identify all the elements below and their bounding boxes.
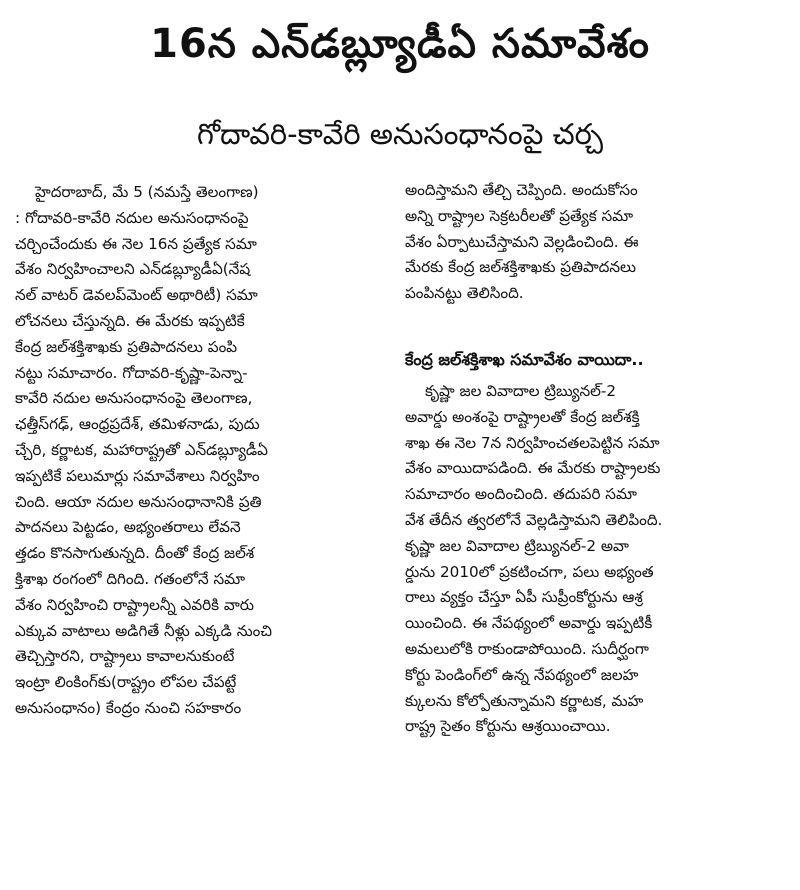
right-column xyxy=(405,178,765,740)
left-column xyxy=(15,180,380,722)
text-line: త్తడం కొనసాగుతున్నది. దీంతో కేంద్ర జల్‌శ xyxy=(15,544,255,563)
left-column-body xyxy=(15,180,380,722)
text-line: యించింది. ఈ నేపథ్యంలో అవార్డు ఇప్పటికీ xyxy=(405,614,653,633)
text-line: నల్ వాటర్ డెవలప్‌మెంట్ అథారిటీ) సమా xyxy=(15,286,258,305)
text-line: కావేరి నదుల అనుసంధానంపై తెలంగాణ, xyxy=(15,389,253,408)
text-line: చ్చేరి, కర్ణాటక, మహారాష్ట్రతో ఎన్‌డబ్ల్యూడీఏ xyxy=(15,440,268,459)
text-line: క్కులను కోల్పోతున్నామని కర్ణాటక, మహ xyxy=(405,691,644,710)
text-line: ర్డును 2010లో ప్రకటించగా, పలు అభ్యంత xyxy=(405,562,654,581)
section-gap xyxy=(405,307,765,347)
text-line: కోర్టు పెండింగ్‌లో ఉన్న నేపథ్యంలో జలహ xyxy=(405,665,639,684)
text-line: చింది. ఆయా నదుల అనుసంధానానికి ప్రతి xyxy=(15,492,262,511)
text-line: వేశం నిర్వహించాలని ఎన్‌డబ్ల్యూడీఏ(నేష xyxy=(15,260,251,279)
text-line: వేశం ఏర్పాటుచేస్తామని వెల్లడించింది. ఈ xyxy=(405,232,639,251)
text-line: క్తిశాఖ రంగంలో దిగింది. గతంలోనే సమా xyxy=(15,569,246,588)
text-line: ఛత్తీస్‌గఢ్, ఆంధ్రప్రదేశ్, తమిళనాడు, పుదు xyxy=(15,415,260,434)
text-line: నట్టు సమాచారం. గోదావరి-కృష్ణా-పెన్నా- xyxy=(15,363,248,382)
text-line: పంపినట్టు తెలిసింది. xyxy=(405,284,524,303)
text-line: సమాచారం అందించింది. తదుపరి సమా xyxy=(405,485,637,504)
text-line: పాదనలు పెట్టడం, అభ్యంతరాలు లేవనె xyxy=(15,518,241,537)
text-line: : గోదావరి-కావేరి నదుల అనుసంధానంపై xyxy=(15,208,249,227)
text-line: అనుసంధానం) కేంద్రం నుంచి సహకారం xyxy=(15,698,242,717)
text-line: శాఖ ఈ నెల 7న నిర్వహించతలపెట్టిన సమా xyxy=(405,433,660,452)
text-line: ఎక్కువ వాటాలు అడిగితే నీళ్లు ఎక్కడి నుంచి xyxy=(15,621,272,640)
headline: 16న ఎన్‌డబ్ల్యూడీఏ సమావేశం xyxy=(150,21,650,67)
text-line: కేంద్ర జల్‌శక్తిశాఖకు ప్రతిపాదనలు పంపి xyxy=(15,337,238,356)
text-line: అమలులోకి రాకుండాపోయింది. సుదీర్ఘంగా xyxy=(405,639,649,658)
text-line: అన్ని రాష్ట్రాల సెక్రటరీలతో ప్రత్యేక సమా xyxy=(405,206,634,225)
text-line: మేరకు కేంద్ర జల్‌శక్తిశాఖకు ప్రతిపాదనలు xyxy=(405,258,637,277)
text-line: కృష్ణా జల వివాదాల ట్రిబ్యునల్-2 xyxy=(425,381,617,400)
text-line: లోచనలు చేస్తున్నది. ఈ మేరకు ఇప్పటికే xyxy=(15,311,245,330)
text-line: ఇంట్రా లింకింగ్‌కు(రాష్ట్రం లోపల చేపట్టే xyxy=(15,673,237,692)
text-line: అవార్డు అంశంపై రాష్ట్రాలతో కేంద్ర జల్‌శక్తి xyxy=(405,407,640,426)
right-column-body-top xyxy=(405,178,765,307)
text-line: హైదరాబాద్, మే 5 (నమస్తే తెలంగాణ) xyxy=(35,183,259,201)
text-line: అందిస్తామని తేల్చి చెప్పింది. అందుకోసం xyxy=(405,181,638,199)
text-line: ఇప్పటికే పలుమార్లు సమావేశాలు నిర్వహిం xyxy=(15,466,260,485)
right-column-body-bottom xyxy=(405,379,765,740)
text-line: తెచ్చిస్తారని, రాష్ట్రాలు కావాలనుకుంటే xyxy=(15,647,235,666)
text-line: రాలు వ్యక్తం చేస్తూ ఏపీ సుప్రీంకోర్టును ఆశ్ర xyxy=(405,588,643,607)
text-line: వేశం వాయిదాపడింది. ఈ మేరకు రాష్ట్రాలకు xyxy=(405,459,661,478)
text-line: చర్చించేందుకు ఈ నెల 16న ప్రత్యేక సమా xyxy=(15,234,257,253)
text-line: రాష్ట్ర సైతం కోర్టును ఆశ్రయించాయి. xyxy=(405,717,611,736)
text-line: వేశ తేదీన త్వరలోనే వెల్లడిస్తామని తెలిపింది. xyxy=(405,510,663,529)
subheadline: గోదావరి-కావేరి అనుసంధానంపై చర్చ xyxy=(196,117,604,151)
text-line: కృష్ణా జల వివాదాల ట్రిబ్యునల్-2 అవా xyxy=(405,536,629,555)
text-line: వేశం నిర్వహించి రాష్ట్రాలన్నీ ఎవరికి వారు xyxy=(15,595,255,614)
section-subtitle: కేంద్ర జల్‌శక్తిశాఖ సమావేశం వాయిదా.. xyxy=(405,349,644,369)
